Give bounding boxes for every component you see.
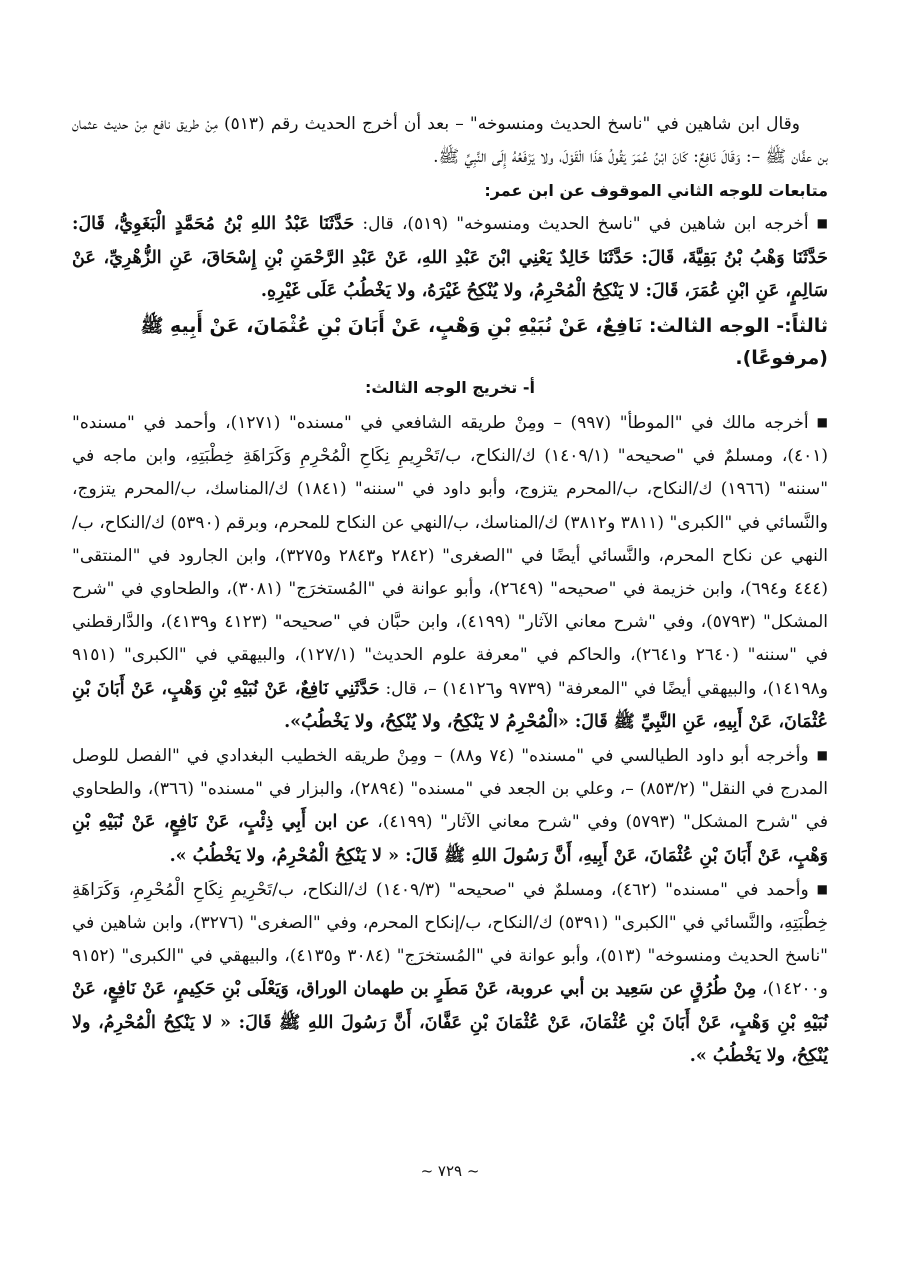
bullet-icon: ■ xyxy=(816,415,828,430)
paragraph-ahmad-takhrij xyxy=(72,873,828,1073)
hadith-text: مِنْ طُرُقٍ عن سَعِيد بن أبي عروبة، عَنْ مَطَرٍ بن طهمان الوراق، وَيَعْلَى بْنِ حَكِيمٍ، عَنْ نَافِعٍ، عَنْ نُبَيْهِ بْنِ وَهْبٍ، عَنْ أَبَانَ بْنِ عُثْمَانَ، عَنْ عُثْمَانَ بْنِ عَفَّانَ، أَنَّ رَسُولَ اللهِ ﷺ قَالَ: « لا يَنْكِحُ الْمُحْرِمُ، ولا يُنْكِحُ، ولا يَخْطُبُ ». xyxy=(72,979,828,1066)
bullet-icon: ■ xyxy=(816,216,829,231)
heading-mutaba-at: متابعات للوجه الثاني الموقوف عن ابن عمر: xyxy=(484,181,828,201)
paragraph-text: وأخرجه أبو داود الطيالسي في "مسنده" (٧٤ و٨٨) – ومِنْ طريقه الخطيب البغدادي في "الفصل للوصل المدرج في النقل" (٨٥٣/٢) –، وعلي بن الجعد في "مسنده" (٢٨٩٤)، والبزار في "مسنده" (٣٦٦)، والطحاوي في "شرح المشكل" (٥٧٩٣) وفي "شرح معاني الآثار" (٤١٩٩)، xyxy=(72,746,829,833)
paragraph-malik-takhrij xyxy=(72,406,828,739)
hadith-text: حَدَّثَنِي نَافِعٌ، عَنْ نُبَيْهِ بْنِ وَهْبٍ، عَنْ أَبَانَ بْنِ عُثْمَانَ، عَنْ أَبِيهِ، عَنِ النَّبِيِّ ﷺ قَالَ: «الْمُحْرِمُ لا يَنْكِحُ، ولا يُنْكِحُ، ولا يَخْطُبُ». xyxy=(72,678,828,732)
paragraph-text: أخرجه ابن شاهين في "ناسخ الحديث ومنسوخه" (٥١٩)، قال: xyxy=(354,214,809,235)
paragraph-ibn-shahin-takhrij xyxy=(72,207,828,308)
paragraph-tayalisi-takhrij xyxy=(72,739,828,873)
paragraph-text: أخرجه مالك في "الموطأ" (٩٩٧) – ومِنْ طريقه الشافعي في "مسنده" (١٢٧١)، وأحمد في "مسنده" (٤٠١)، ومسلمٌ في "صحيحه" (١٤٠٩/١) ك/النكاح، ب/تَحْرِيمِ نِكَاحِ الْمُحْرِمِ وَكَرَاهَةِ خِطْبَتِهِ، وابن ماجه في "سننه" (١٩٦٦) ك/النكاح، ب/المحرم يتزوج، وأبو داود في "سننه" (١٨٤١) ك/المناسك، ب/المحرم يتزوج، والنَّسائي في "الكبرى" (٣٨١١ و٣٨١٢) ك/المناسك، ب/النهي عن النكاح للمحرم، وبرقم (٥٣٩٠) ك/النكاح، ب/النهي عن نكاح المحرم، والنَّسائي أيضًا في "الصغرى" (٢٨٤٢ و٢٨٤٣ و٣٢٧٥)، وابن الجارود في "المنتقى" (٤٤٤ و٦٩٤)، وابن خزيمة في "صحيحه" (٢٦٤٩)، وأبو عوانة في "المُستخرَج" (٣٠٨١)، والطحاوي في "شرح المشكل" (٥٧٩٣)، وفي "شرح معاني الآثار" (٤١٩٩)، وابن حبَّان في "صحيحه" (٤١٢٣ و٤١٣٩)، والدَّارقطني في "سننه" (٢٦٤٠ و٢٦٤١)، والحاكم في "معرفة علوم الحديث" (١٢٧/١)، والبيهقي في "الكبرى" (٩١٥١ و١٤١٩٨)، والبيهقي أيضًا في "المعرفة" (٩٧٣٩ و١٤١٢٦) –، قال: xyxy=(72,413,829,699)
section-title-third-aspect: ثالثاً:- الوجه الثالث: نَافِعٌ، عَنْ نُبَيْهِ بْنِ وَهْبٍ، عَنْ أَبَانَ بْنِ عُثْمَانَ، عَنْ أَبِيهِ ﷺ (مرفوعًا). xyxy=(140,315,828,370)
bullet-icon: ■ xyxy=(816,748,828,763)
hadith-text: حَدَّثَنَا عَبْدُ اللهِ بْنُ مُحَمَّدٍ الْبَغَوِيُّ، قَالَ: حَدَّثَنَا وَهْبُ بْنُ بَقِيَّةَ، قَالَ: حَدَّثَنَا خَالِدٌ يَعْنِي ابْنَ عَبْدِ اللهِ، عَنْ عَبْدِ الرَّحْمَنِ بْنِ إِسْحَاقَ، عَنِ الزُّهْرِيِّ، عَنْ سَالِمٍ، عَنِ ابْنِ عُمَرَ، قَالَ: لا يَنْكِحُ الْمُحْرِمُ، ولا يُنْكِحُ غَيْرَهُ، ولا يَخْطُبُ عَلَى غَيْرِهِ. xyxy=(72,214,828,301)
hadith-text: عن ابن أَبِي ذِئْبٍ، عَنْ نَافِعٍ، عَنْ نُبَيْهِ بْنِ وَهْبٍ، عَنْ أَبَانَ بْنِ عُثْمَانَ، عَنْ أَبِيهِ، أَنَّ رَسُولَ اللهِ ﷺ قَالَ: « لا يَنْكِحُ الْمُحْرِمُ، ولا يَخْطُبُ ». xyxy=(72,812,828,866)
page-number: ~ ٧٢٩ ~ xyxy=(420,1162,480,1180)
bullet-icon: ■ xyxy=(816,881,828,896)
paragraph-text: وأحمد في "مسنده" (٤٦٢)، ومسلمٌ في "صحيحه" (١٤٠٩/٣) ك/النكاح، ب/تَحْرِيمِ نِكَاحِ الْمُحْرِمِ، وَكَرَاهَةِ خِطْبَتِهِ، والنَّسائي في "الكبرى" (٥٣٩١) ك/النكاح، ب/إنكاح المحرم، وفي "الصغرى" (٣٢٧٦)، وابن شاهين في "ناسخ الحديث ومنسوخه" (٥١٣)، وأبو عوانة في "المُستخرَج" (٣٠٨٤ و٤١٣٥)، والبيهقي في "الكبرى" (٩١٥٢ و١٤٢٠٠)، xyxy=(72,879,828,1000)
sub-heading-takhrij: أ- تخريج الوجه الثالث: xyxy=(365,378,535,398)
paragraph-ibn-shahin-note: وقال ابن شاهين في "ناسخ الحديث ومنسوخه" – بعد أن أخرج الحديث رقم (٥١٣) مِنْ طريق نافع مِنْ حديث عثمان بن عفَّان ﷺ –: وَقَالَ نَافِعٌ: كَانَ ابْنُ عُمَرَ يَقُولُ هَذَا الْقَوْلَ، ولا يَرْفَعُهُ إِلَى النَّبِيِّ ﷺ. xyxy=(72,114,828,168)
